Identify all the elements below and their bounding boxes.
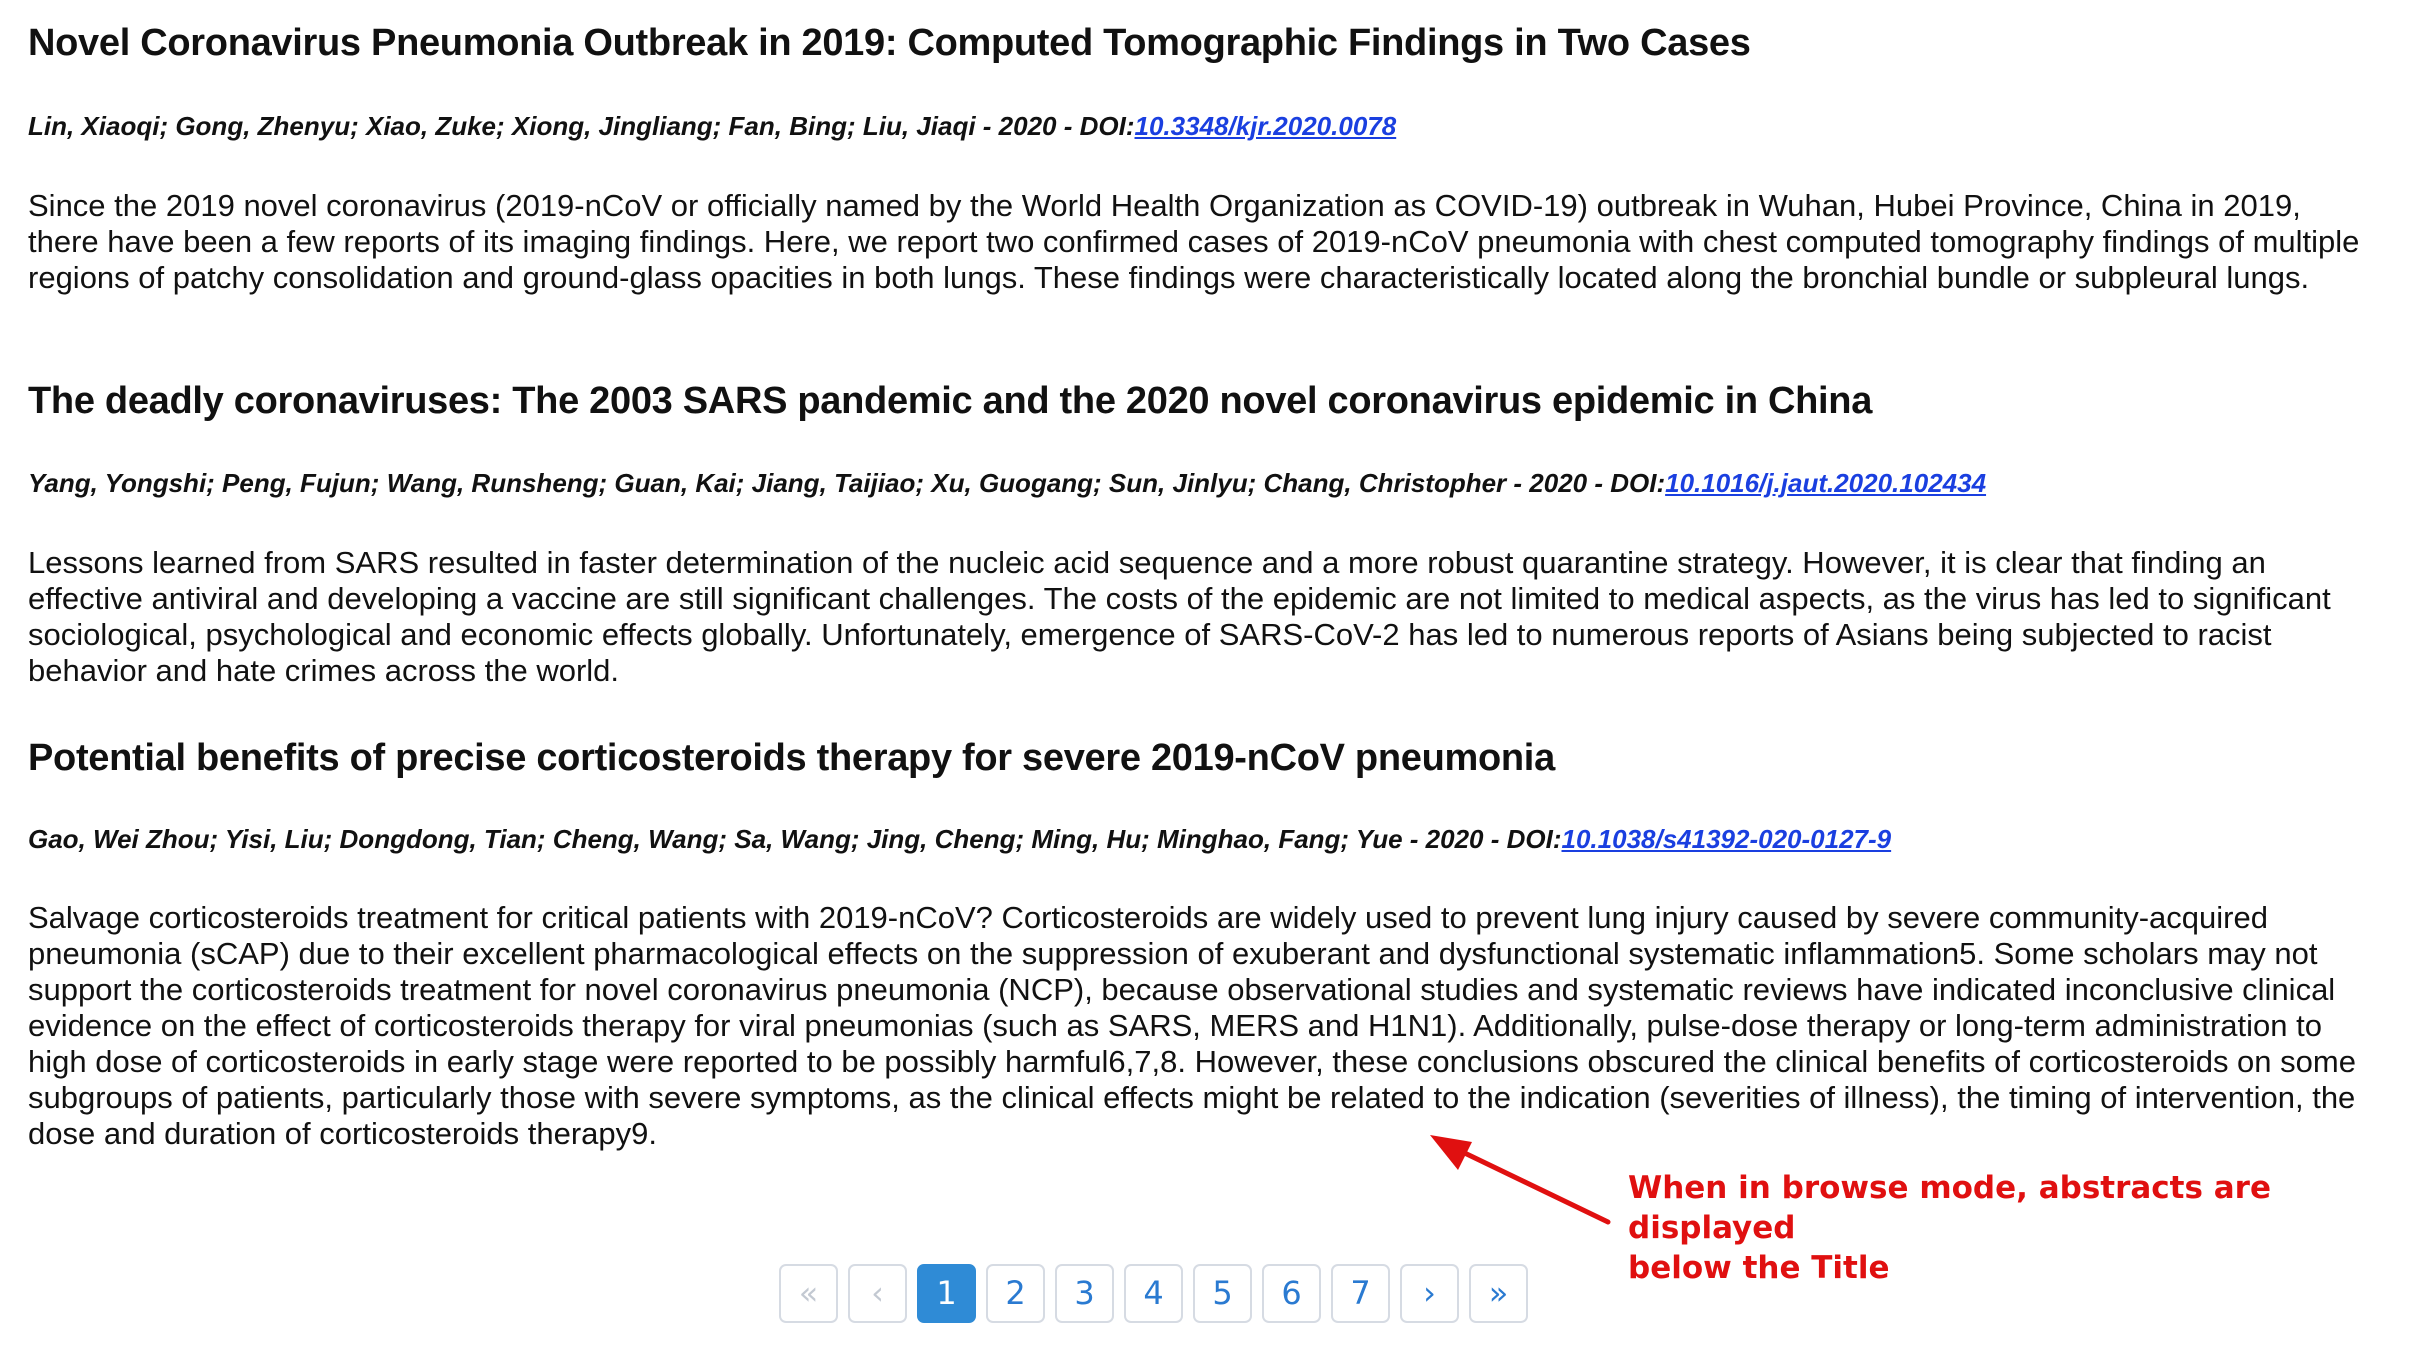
article-abstract: Salvage corticosteroids treatment for critical patients with 2019-nCoV? Corticosteroids are widely used to prevent lung injury caused by severe community-acquired pneumonia (sCAP) due to their excellent pharmacological effects on the suppression of exuberant and dysfunctional systematic inflammation5. Some scholars may not support the corticosteroids treatment for novel coronavirus pneumonia (NCP), because observational studies and systematic reviews have indicated inconclusive clinical evidence on the effect of corticosteroids therapy for viral pneumonias (such as SARS, MERS and H1N1). Additionally, pulse-dose therapy or long-term administration to high dose of corticosteroids in early stage were reported to be possibly harmful6,7,8. However, these conclusions obscured the clinical benefits of corticosteroids on some subgroups of patients, particularly those with severe symptoms, as the clinical effects might be related to the indication (severities of illness), the timing of intervention, the dose and duration of corticosteroids therapy9. [28,900,2356,1151]
doi-link[interactable]: 10.3348/kjr.2020.0078 [1134,111,1397,141]
article-meta [28,467,1986,499]
authors-year: Yang, Yongshi; Peng, Fujun; Wang, Runsheng; Guan, Kai; Jiang, Taijiao; Xu, Guogang; Sun, Jinlyu; Chang, Christopher - 2020 - DOI: [28,468,1666,498]
annotation-line-1: When in browse mode, abstracts are displayed [1628,1170,2271,1246]
article-title[interactable]: Novel Coronavirus Pneumonia Outbreak in 2019: Computed Tomographic Findings in Two Cases [28,22,1751,64]
page-button-3[interactable]: 3 [1055,1264,1114,1323]
annotation-arrow-icon [1420,1125,1620,1235]
page-button-5[interactable]: 5 [1193,1264,1252,1323]
page-button-6[interactable]: 6 [1262,1264,1321,1323]
page-button-7[interactable]: 7 [1331,1264,1390,1323]
article-title[interactable]: The deadly coronaviruses: The 2003 SARS pandemic and the 2020 novel coronavirus epidemic in China [28,380,1873,422]
doi-link[interactable]: 10.1038/s41392-020-0127-9 [1561,824,1892,854]
prev-page-button[interactable]: ‹ [848,1264,907,1323]
page-button-2[interactable]: 2 [986,1264,1045,1323]
article-meta [28,110,1396,142]
page-button-4[interactable]: 4 [1124,1264,1183,1323]
doi-link[interactable]: 10.1016/j.jaut.2020.102434 [1665,468,1987,498]
article-meta [28,823,1891,855]
next-page-button[interactable]: › [1400,1264,1459,1323]
page-button-1[interactable]: 1 [917,1264,976,1323]
authors-year: Gao, Wei Zhou; Yisi, Liu; Dongdong, Tian; Cheng, Wang; Sa, Wang; Jing, Cheng; Ming, Hu; Minghao, Fang; Yue - 2020 - DOI: [28,824,1562,854]
first-page-button[interactable]: « [779,1264,838,1323]
annotation-callout [1628,1168,2328,1288]
authors-year: Lin, Xiaoqi; Gong, Zhenyu; Xiao, Zuke; Xiong, Jingliang; Fan, Bing; Liu, Jiaqi - 2020 - DOI: [28,111,1135,141]
last-page-button[interactable]: » [1469,1264,1528,1323]
article-title[interactable]: Potential benefits of precise corticosteroids therapy for severe 2019-nCoV pneumonia [28,737,1555,779]
article-abstract: Since the 2019 novel coronavirus (2019-nCoV or officially named by the World Health Organization as COVID-19) outbreak in Wuhan, Hubei Province, China in 2019, there have been a few reports of its imaging findings. Here, we report two confirmed cases of 2019-nCoV pneumonia with chest computed tomography findings of multiple regions of patchy consolidation and ground-glass opacities in both lungs. These findings were characteristically located along the bronchial bundle or subpleural lungs. [28,188,2360,295]
pagination [779,1264,1528,1323]
annotation-line-2: below the Title [1628,1250,1890,1286]
article-abstract: Lessons learned from SARS resulted in faster determination of the nucleic acid sequence and a more robust quarantine strategy. However, it is clear that finding an effective antiviral and developing a vaccine are still significant challenges. The costs of the epidemic are not limited to medical aspects, as the virus has led to significant sociological, psychological and economic effects globally. Unfortunately, emergence of SARS-CoV-2 has led to numerous reports of Asians being subjected to racist behavior and hate crimes across the world. [28,545,2331,688]
